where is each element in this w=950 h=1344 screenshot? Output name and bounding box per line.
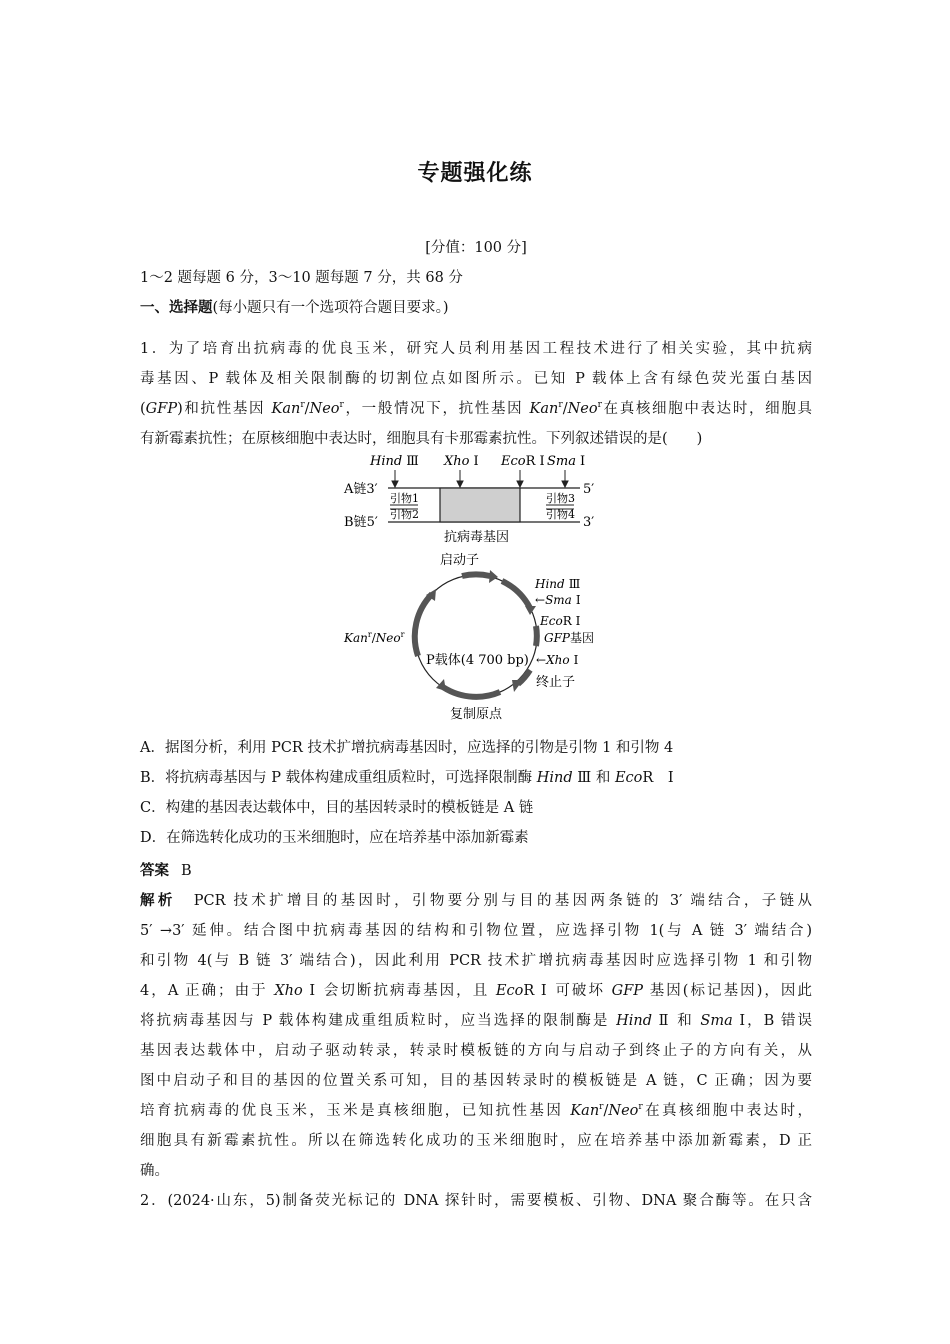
- answer-label: 答案: [140, 862, 169, 879]
- q1-stem-line-4: 有新霉素抗性；在原核细胞中表达时，细胞具有卡那霉素抗性。下列叙述错误的是( ): [140, 431, 703, 447]
- xho1-label-top: Xho Ⅰ: [444, 454, 479, 469]
- analysis-line-6: 基因表达载体中，启动子驱动转录，转录时模板链的方向与启动子到终止子的方向有关，从: [140, 1043, 812, 1059]
- analysis-line-3: 和引物 4(与 B 链 3′ 端结合)，因此利用 PCR 技术扩增抗病毒基因时应选择引物 1 和引物: [140, 953, 812, 969]
- option-a: A．据图分析，利用 PCR 技术扩增抗病毒基因时，应选择的引物是引物 1 和引物 4: [140, 740, 674, 756]
- q1-number: 1．: [140, 341, 169, 357]
- q1-stem-line-3: (GFP)和抗性基因 Kan$^r$/Neo$^r$，一般情况下，抗性基因 Kan$^r$/Neo$^r$在真核细胞中表达时，细胞具: [140, 400, 812, 417]
- analysis-line-9: 细胞具有新霉素抗性。所以在筛选转化成功的玉米细胞时，应在培养基中添加新霉素，D 正: [140, 1133, 812, 1149]
- sma1-label-plasmid: ←Sma Ⅰ: [535, 593, 581, 607]
- sma1-label-top: Sma Ⅰ: [547, 454, 586, 469]
- promoter-arc: [462, 574, 490, 576]
- hind3-label-plasmid: Hind Ⅲ: [535, 577, 581, 591]
- cut-site-arrows: [392, 470, 568, 487]
- analysis-line-10: 确。: [140, 1163, 169, 1179]
- option-c: C．构建的基因表达载体中，目的基因转录时的模板链是 A 链: [140, 800, 534, 816]
- q1-stem-line-1: 1．为了培育出抗病毒的优良玉米，研究人员利用基因工程技术进行了相关实验，其中抗病: [140, 341, 812, 357]
- kan-neo-label: Kan$^r$/Neo$^r$: [344, 630, 405, 645]
- gfp-gene-label: GFP基因: [544, 631, 595, 645]
- primer-3-label: 引物3: [546, 492, 575, 505]
- section-title: 一、选择题: [140, 299, 213, 316]
- hind3-label-top: Hind Ⅲ: [370, 454, 419, 469]
- answer: [140, 861, 812, 881]
- hind-sma-arrowhead: [525, 606, 536, 615]
- antiviral-gene-label: 抗病毒基因: [444, 530, 510, 545]
- analysis-line-7: 图中启动子和目的基因的位置关系可知，目的基因转录时的模板链是 A 链，C 正确；因为要: [140, 1073, 812, 1089]
- primer-1-label: 引物1: [390, 492, 419, 505]
- answer-value: B: [181, 863, 192, 879]
- option-d: D．在筛选转化成功的玉米细胞时，应在培养基中添加新霉素: [140, 830, 529, 846]
- xho1-label-plasmid: ←Xho Ⅰ: [536, 653, 579, 667]
- page-title: 专题强化练: [417, 161, 533, 186]
- promoter-arrowhead: [489, 570, 498, 583]
- gfp-gene-arc: [536, 626, 537, 646]
- section-heading: [140, 298, 812, 318]
- q1-stem-line-2: 毒基因、P 载体及相关限制酶的切割位点如图所示。已知 P 载体上含有绿色荧光蛋白基因: [140, 371, 812, 387]
- analysis-line-5: 将抗病毒基因与 P 载体构建成重组质粒时，应当选择的限制酶是 Hind Ⅱ 和 Sma Ⅰ，B 错误: [140, 1013, 812, 1029]
- primer-4-label: 引物4: [546, 508, 575, 521]
- strand-a-5prime: 5′: [583, 482, 595, 497]
- strand-a-label: A链3′: [344, 482, 378, 497]
- origin-label: 复制原点: [450, 707, 503, 722]
- origin-arc: [440, 685, 500, 697]
- hind-sma-arc: [502, 581, 530, 608]
- q2-line-1: 2．(2024·山东，5)制备荧光标记的 DNA 探针时，需要模板、引物、DNA 聚合酶等。在只含: [140, 1193, 812, 1209]
- p-vector-label: P载体(4 700 bp): [426, 653, 529, 668]
- kan-neo-arc: [415, 594, 432, 656]
- primer-2-label: 引物2: [390, 508, 419, 521]
- terminator-arrowhead: [512, 680, 523, 692]
- ecor1-label-plasmid: EcoR Ⅰ: [540, 614, 581, 628]
- ecor1-label-top: EcoR Ⅰ: [501, 454, 545, 469]
- antiviral-gene-box: [440, 488, 520, 522]
- analysis-label: 解析: [140, 892, 176, 909]
- promoter-label: 启动子: [440, 553, 480, 568]
- strand-b-3prime: 3′: [583, 515, 595, 530]
- terminator-label: 终止子: [536, 675, 576, 690]
- gene-vector-diagram: [340, 448, 630, 726]
- points-note: 1～2 题每题 6 分，3～10 题每题 7 分，共 68 分: [140, 270, 463, 286]
- analysis-line-1: 解析 PCR 技术扩增目的基因时，引物要分别与目的基因两条链的 3′ 端结合，子链从: [140, 892, 812, 909]
- option-b: B．将抗病毒基因与 P 载体构建成重组质粒时，可选择限制酶 Hind Ⅲ 和 EcoR Ⅰ: [140, 770, 674, 786]
- analysis-line-2: 5′ →3′ 延伸。结合图中抗病毒基因的结构和引物位置，应选择引物 1(与 A 链 3′ 端结合): [140, 923, 812, 939]
- analysis-line-8: 培育抗病毒的优良玉米，玉米是真核细胞，已知抗性基因 Kan$^r$/Neo$^r$在真核细胞中表达时，: [140, 1102, 813, 1119]
- strand-b-label: B链5′: [344, 515, 378, 530]
- section-note: (每小题只有一个选项符合题目要求。): [212, 300, 449, 316]
- score-note: [分值：100 分]: [425, 240, 527, 256]
- origin-arrowhead: [436, 679, 446, 691]
- analysis-line-4: 4，A 正确；由于 Xho Ⅰ 会切断抗病毒基因，且 EcoR Ⅰ 可破坏 GFP 基因(标记基因)，因此: [140, 983, 812, 999]
